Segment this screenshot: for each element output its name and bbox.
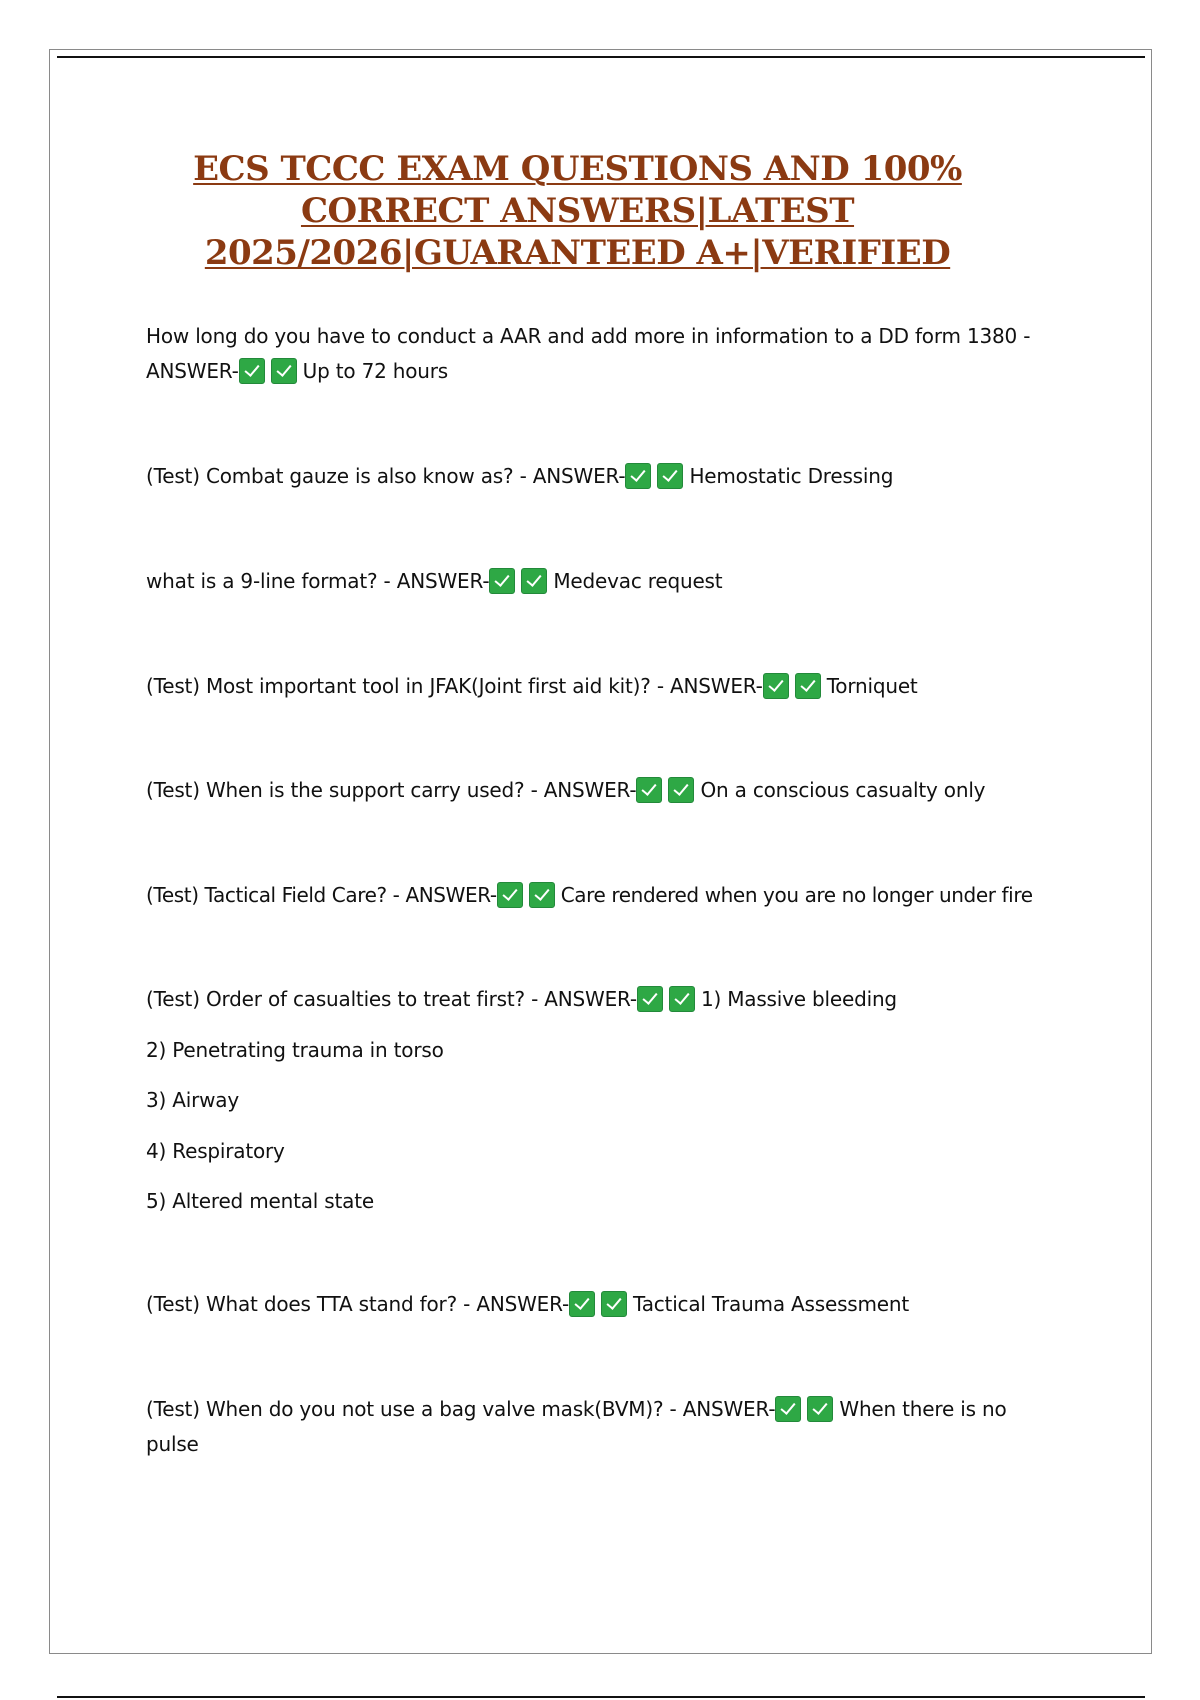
green-check-icon	[636, 777, 662, 803]
qa-item	[146, 669, 1076, 704]
green-check-icon	[489, 568, 515, 594]
qa-item	[146, 1392, 1036, 1462]
answer-separator: - ANSWER-	[650, 674, 763, 698]
answer-separator: - ANSWER-	[377, 569, 490, 593]
question-text: (Test) Tactical Field Care?	[146, 883, 387, 907]
answer-separator: - ANSWER-	[457, 1292, 569, 1316]
answer-separator: - ANSWER-	[513, 464, 626, 488]
qa-item	[146, 773, 1076, 808]
answer-text: 1) Massive bleeding	[700, 987, 897, 1011]
answer-text: Tactical Trauma Assessment	[633, 1292, 910, 1316]
green-check-icon	[625, 463, 651, 489]
qa-item	[146, 459, 1076, 494]
green-check-icon	[807, 1396, 833, 1422]
green-check-icon	[657, 463, 683, 489]
qa-item	[146, 878, 1076, 913]
question-text: what is a 9-line format?	[146, 569, 378, 593]
answer-list-item: 2) Penetrating trauma in torso	[146, 1038, 444, 1062]
green-check-icon	[763, 673, 789, 699]
answer-separator: - ANSWER-	[146, 324, 1031, 383]
qa-item	[146, 1287, 1076, 1322]
answer-list-item: 3) Airway	[146, 1088, 239, 1112]
green-check-icon	[637, 986, 663, 1012]
answer-separator: - ANSWER-	[524, 778, 637, 802]
green-check-icon	[271, 358, 297, 384]
question-text: (Test) Order of casualties to treat first?	[146, 987, 525, 1011]
answer-text: On a conscious casualty only	[700, 778, 986, 802]
answer-text: Torniquet	[826, 674, 918, 698]
question-text: (Test) What does TTA stand for?	[146, 1292, 457, 1316]
document-title: ECS TCCC EXAM QUESTIONS AND 100% CORRECT ANSWERS|LATEST 2025/2026|GUARANTEED A+|VERIFIED	[193, 149, 962, 273]
green-check-icon	[529, 882, 555, 908]
green-check-icon	[795, 673, 821, 699]
qa-item	[146, 319, 1051, 389]
answer-text: Medevac request	[553, 569, 723, 593]
question-text: (Test) When is the support carry used?	[146, 778, 525, 802]
question-text: How long do you have to conduct a AAR and add more in information to a DD form 1380	[146, 324, 1018, 348]
answer-text: When there is no pulse	[146, 1397, 1007, 1456]
answer-separator: - ANSWER-	[663, 1397, 776, 1421]
answer-text: Care rendered when you are no longer under fire	[560, 883, 1033, 907]
answer-separator: - ANSWER-	[386, 883, 497, 907]
answer-text: Up to 72 hours	[302, 359, 449, 383]
qa-item	[146, 564, 1076, 599]
question-text: (Test) Combat gauze is also know as?	[146, 464, 514, 488]
bottom-rule	[57, 1696, 1145, 1698]
answer-list-item: 5) Altered mental state	[146, 1189, 374, 1213]
green-check-icon	[775, 1396, 801, 1422]
green-check-icon	[521, 568, 547, 594]
question-text: (Test) When do you not use a bag valve mask(BVM)?	[146, 1397, 664, 1421]
qa-item	[146, 982, 1076, 1017]
green-check-icon	[497, 882, 523, 908]
green-check-icon	[669, 986, 695, 1012]
question-text: (Test) Most important tool in JFAK(Joint first aid kit)?	[146, 674, 651, 698]
green-check-icon	[668, 777, 694, 803]
green-check-icon	[239, 358, 265, 384]
green-check-icon	[601, 1291, 627, 1317]
green-check-icon	[569, 1291, 595, 1317]
answer-list-item: 4) Respiratory	[146, 1139, 285, 1163]
answer-text: Hemostatic Dressing	[689, 464, 894, 488]
answer-separator: - ANSWER-	[524, 987, 637, 1011]
